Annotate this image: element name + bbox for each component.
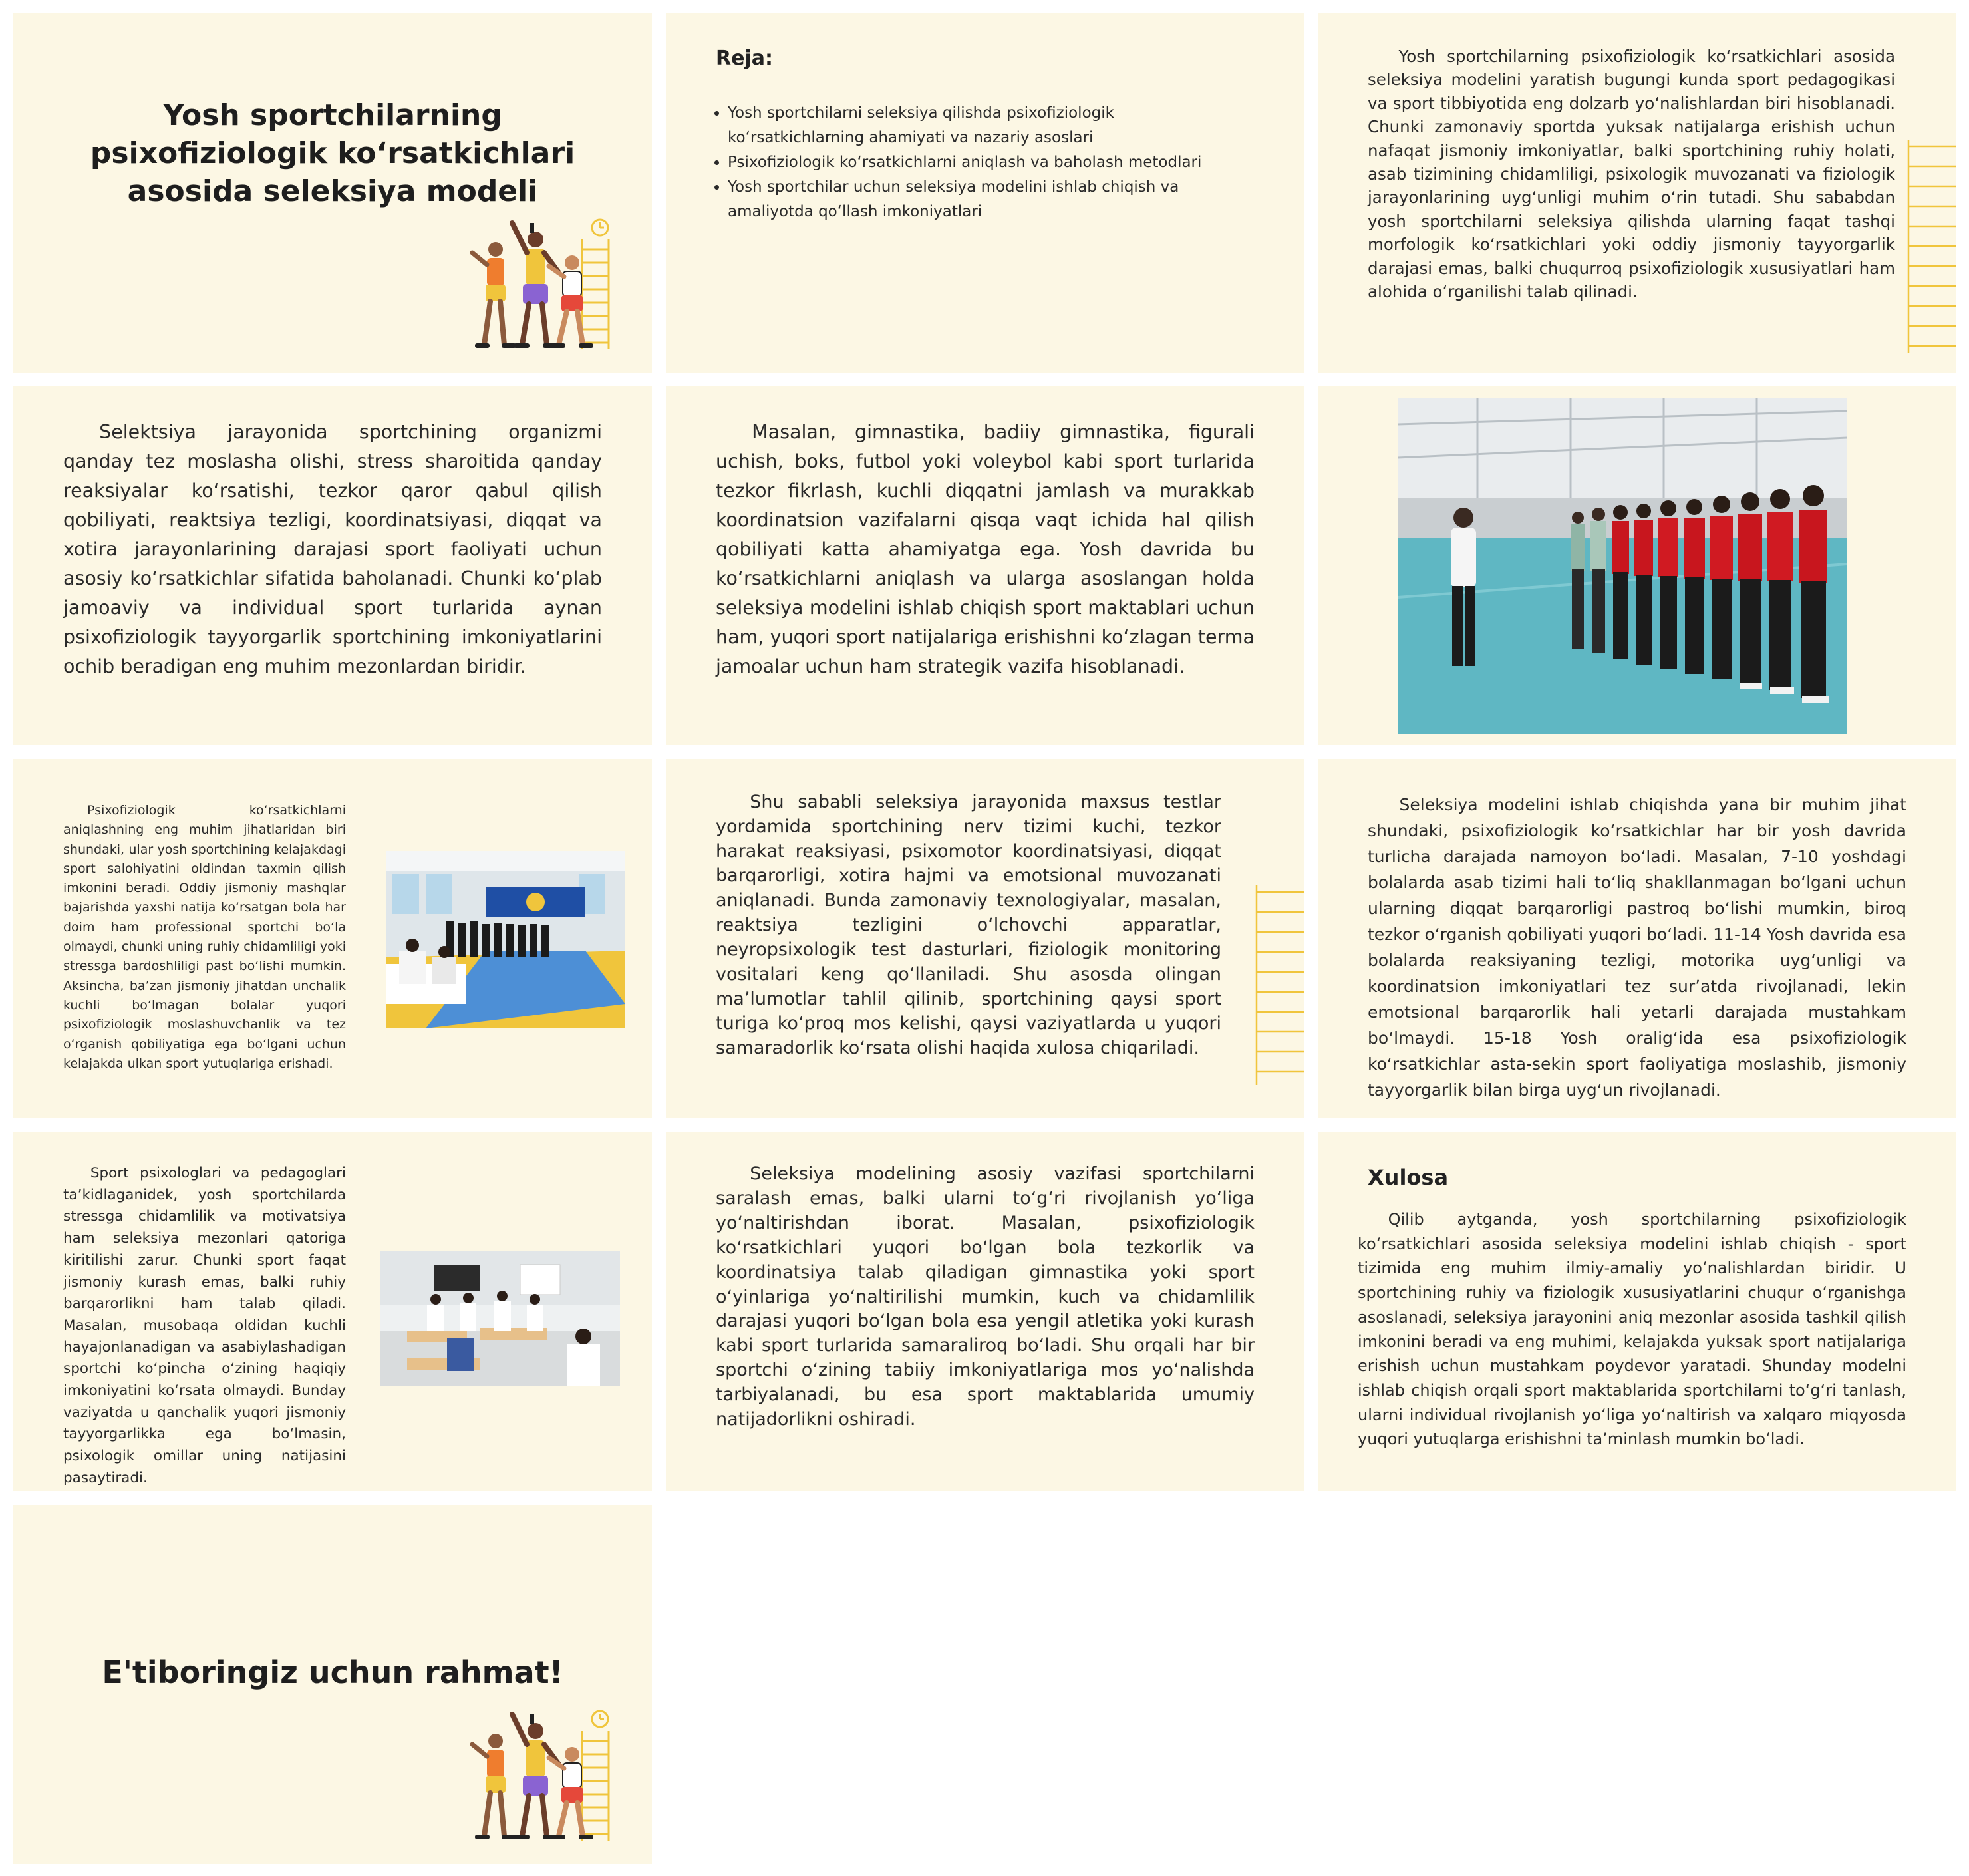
plan-heading: Reja:	[716, 47, 773, 70]
photo-sports-hall	[386, 851, 625, 1028]
plan-item: • Yosh sportchilar uchun seleksiya modelini ishlab chiqish va amaliyotda qoʻllash imkoniyatlari	[728, 175, 1247, 224]
slide-thanks	[13, 1505, 652, 1864]
presentation-title: Yosh sportchilarning psixofiziologik koʻrsatkichlari asosida seleksiya modeli	[90, 98, 575, 208]
slide-model-task	[666, 1132, 1304, 1491]
slide-selection-process	[13, 386, 652, 745]
indicators-text: Psixofiziologik koʻrsatkichlarni aniqlashning eng muhim jihatlaridan biri shundaki, ular yosh sportchining kelajakdagi sport salohiyatini oldindan taxmin qilish imkonini beradi. Oddiy jismoniy mashqlar bajarishda yaxshi natija koʻrsatgan bola har doim ham professional sportchi boʻla olmaydi, chunki uning ruhiy chidamliligi yoki stressga bardoshliligi past boʻlishi mumkin. Aksincha, baʼzan jismoniy jihatdan unchalik kuchli boʻlmagan bolalar yuqori psixofiziologik moslashuvchanlik va tez oʻrganish qobiliyatiga ega boʻlgani uchun kelajakda ulkan sport yutuqlariga erishadi.	[63, 803, 346, 1071]
plan-list	[709, 101, 1247, 224]
slide-tests	[666, 759, 1304, 1118]
conclusion-text: Qilib aytganda, yosh sportchilarning psixofiziologik koʻrsatkichlari asosida seleksiya modelini ishlab chiqish - sport tizimida eng muhim ilmiy-amaliy yoʻnalishlardan biridir. U sportchining ruhiy va fiziologik xususiyatlarini chuqur oʻrganishga asoslanadi, seleksiya jarayonini aniq mezonlar asosida tashkil qilish imkonini beradi va eng muhimi, kelajakda yuksak sport natijalariga erishish uchun mustahkam poydevor yaratadi. Shunday modelni ishlab chiqish orqali sport maktablarida sportchilarni toʻgʻri tanlash, ularni individual rivojlanish yoʻliga yoʻnaltirish va xalqaro miqyosda yuqori yutuqlarga erishishni taʼminlash mumkin boʻladi.	[1358, 1210, 1906, 1449]
tests-text: Shu sababli seleksiya jarayonida maxsus testlar yordamida sportchining nerv tizimi kuchi, tezkor harakat reaksiyasi, psixomotor koordinatsiyasi, diqqat barqarorligi, xotira hajmi va emotsional muvozanati aniqlanadi. Bunda zamonaviy texnologiyalar, masalan, reaktsiya tezligini oʻlchovchi apparatlar, neyropsixologik test dasturlari, fiziologik monitoring vositalari keng qoʻllaniladi. Shu asosda olingan maʼlumotlar tahlil qilinib, sportchining qaysi sport turiga koʻproq mos kelishi, qaysi vaziyatlarda u yuqori samaradorlik koʻrsata olishi haqida xulosa chiqariladi.	[716, 792, 1221, 1058]
plan-item: • Yosh sportchilarni seleksiya qilishda psixofiziologik koʻrsatkichlarning ahamiyati va nazariy asoslari	[728, 101, 1247, 150]
sport-examples-text: Masalan, gimnastika, badiiy gimnastika, figurali uchish, boks, futbol yoki voleybol kabi sport turlarida tezkor fikrlash, kuchli diqqatni jamlash va murakkab koordinatsion vazifalarni qisqa vaqt ichida hal qilish qobiliyati katta ahamiyatga ega. Yosh davrida bu koʻrsatkichlarni aniqlash va ularga asoslangan holda seleksiya modelini ishlab chiqish sport maktablari uchun ham, yuqori sport natijalariga erishishni koʻzlagan terma jamoalar uchun ham strategik vazifa hisoblanadi.	[716, 421, 1255, 677]
slide-stress	[13, 1132, 652, 1491]
conclusion-heading: Xulosa	[1368, 1165, 1449, 1190]
age-periods-text: Seleksiya modelini ishlab chiqishda yana bir muhim jihat shundaki, psixofiziologik koʻrsatkichlar har bir yosh davrida turlicha darajada namoyon boʻladi. Masalan, 7-10 yoshdagi bolalarda asab tizimi hali toʻliq shakllanmagan boʻlgani uchun ularning diqqat barqarorligi pastroq boʻlishi mumkin, biroq tezkor oʻrganish qobiliyati yuqori boʻladi. 11-14 Yosh davrida esa bolalarda reaksiyaning tezligi, motorika uygʻunligi va koordinatsion imkoniyatlari tez surʼatda rivojlanadi, lekin emotsional barqarorlik hali yetarli darajada mustahkam boʻlmaydi. 15-18 Yosh oraligʻida esa psixofiziologik koʻrsatkichlar asta-sekin sport faoliyatiga moslashib, jismoniy tayyorgarlik bilan birga uygʻun rivojlanadi.	[1368, 795, 1906, 1100]
photo-classroom	[380, 1251, 620, 1386]
thanks-title: E'tiboringiz uchun rahmat!	[102, 1654, 563, 1690]
athletes-illustration	[466, 213, 632, 353]
wall-bars-icon	[1903, 136, 1956, 356]
slide-photo-lineup	[1318, 386, 1956, 745]
intro-text: Yosh sportchilarning psixofiziologik koʻrsatkichlari asosida seleksiya modelini yaratish bugungi kunda sport pedagogikasi va sport tibbiyotida eng dolzarb yoʻnalishlardan biri hisoblanadi. Chunki zamonaviy sportda yuksak natijalarga erishish uchun nafaqat jismoniy imkoniyatlar, balki sportchining ruhiy holati, asab tizimining chidamliligi, psixologik muvozanati va fiziologik jarayonlarining uygʻunligi muhim oʻrin tutadi. Shu sababdan yosh sportchilarni seleksiya qilishda ularning faqat tashqi morfologik koʻrsatkichlari yoki oddiy jismoniy tayyorgarlik darajasi emas, balki chuqurroq psixofiziologik xususiyatlari ham alohida oʻrganilishi talab qilinadi.	[1368, 47, 1895, 302]
model-task-text: Seleksiya modelining asosiy vazifasi sportchilarni saralash emas, balki ularni toʻgʻri rivojlanish yoʻliga yoʻnaltirishdan iborat. Masalan, psixofiziologik koʻrsatkichlari yuqori boʻlgan bola tezkorlik va koordinatsiya talab qiladigan gimnastika yoki sport oʻyinlariga yoʻnaltirilishi mumkin, kuch va chidamlilik darajasi yuqori boʻlgan bola esa yengil atletika yoki kurash kabi sport turlarida samaraliroq boʻladi. Shu orqali har bir sportchi oʻzining tabiiy imkoniyatlariga mos yoʻnalishda tarbiyalanadi, bu esa sport maktablarida umumiy natijadorlikni oshiradi.	[716, 1164, 1255, 1430]
plan-item: • Psixofiziologik koʻrsatkichlarni aniqlash va baholash metodlari	[728, 150, 1247, 175]
slide-plan	[666, 13, 1304, 373]
slide-age-periods	[1318, 759, 1956, 1118]
slide-conclusion	[1318, 1132, 1956, 1491]
photo-team-lineup	[1398, 398, 1847, 734]
slide-intro	[1318, 13, 1956, 373]
wall-bars-icon	[1251, 882, 1304, 1088]
slide-sport-examples	[666, 386, 1304, 745]
athletes-illustration	[466, 1704, 632, 1844]
slide-title	[13, 13, 652, 373]
slide-indicators	[13, 759, 652, 1118]
selection-process-text: Selektsiya jarayonida sportchining organizmi qanday tez moslasha olishi, stress sharoitida qanday reaksiyalar koʻrsatishi, tezkor qaror qabul qilish qobiliyati, reaktsiya tezligi, koordinatsiyasi, diqqat va xotira jarayonlarining darajasi sport faoliyati uchun asosiy koʻrsatkichlar sifatida baholanadi. Chunki koʻplab jamoaviy va individual sport turlarida aynan psixofiziologik tayyorgarlik sportchining imkoniyatlarini ochib beradigan eng muhim mezonlardan biridir.	[63, 421, 602, 677]
stress-text: Sport psixologlari va pedagoglari taʼkidlaganidek, yosh sportchilarda stressga chidamlilik va motivatsiya ham seleksiya mezonlari qatoriga kiritilishi zarur. Chunki sport faqat jismoniy kurash emas, balki ruhiy barqarorlikni ham talab qiladi. Masalan, musobaqa oldidan kuchli hayajonlanadigan va asabiylashadigan sportchi koʻpincha oʻzining haqiqiy imkoniyatini koʻrsata olmaydi. Bunday vaziyatda u qanchalik yuqori jismoniy tayyorgarlikka ega boʻlmasin, psixologik omillar uning natijasini pasaytiradi.	[63, 1165, 346, 1486]
